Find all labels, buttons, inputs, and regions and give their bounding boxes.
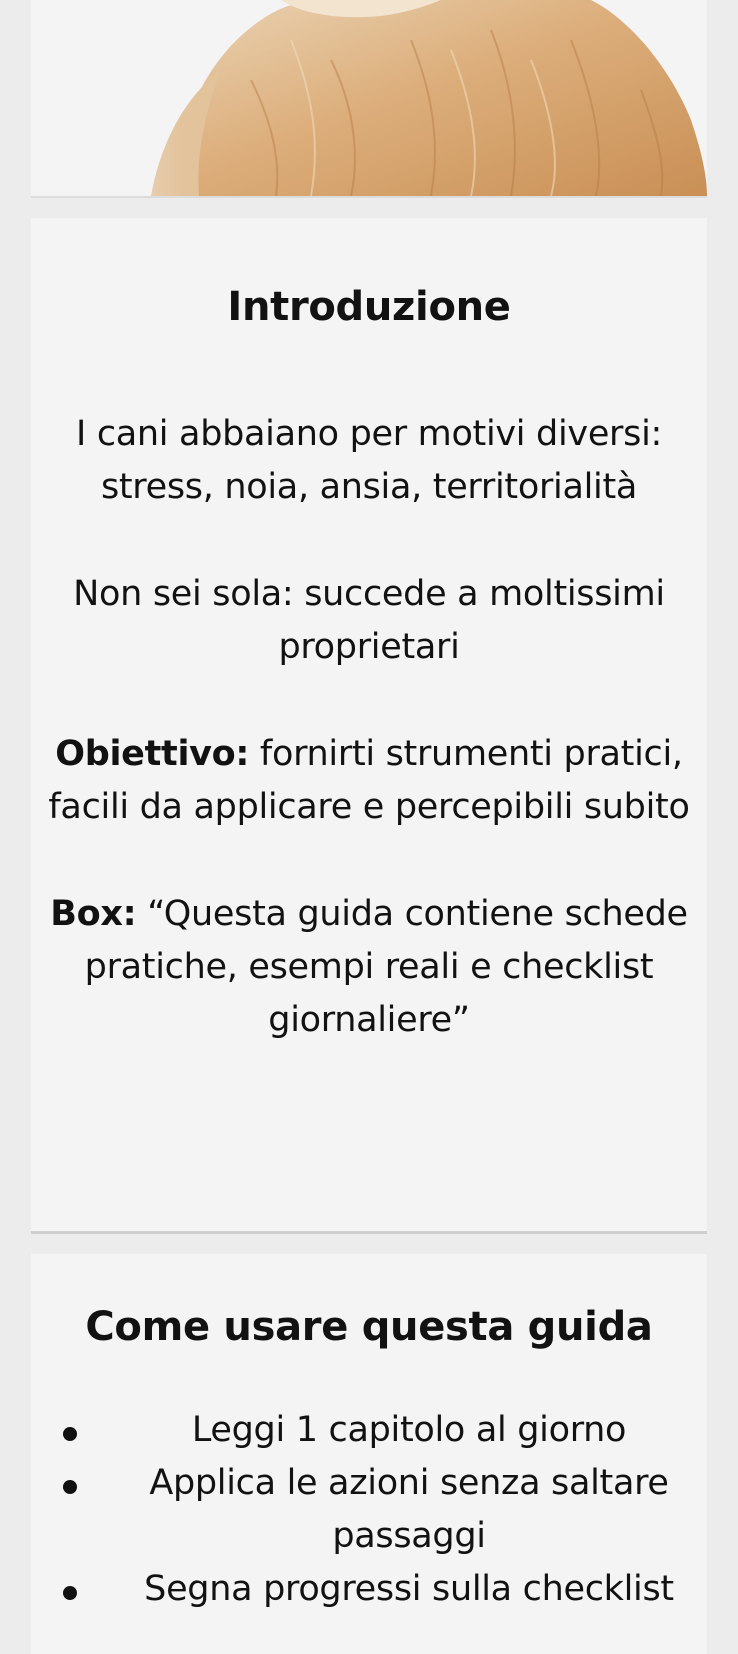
list-item: [31, 1404, 707, 1457]
box-text: “Questa guida contiene schede pratiche, esempi reali e checklist giornaliere”: [84, 894, 688, 1040]
bullet-icon: [63, 1480, 77, 1494]
objective-label: Obiettivo:: [55, 734, 250, 774]
bullet-icon: [63, 1586, 77, 1600]
box-label: Box:: [50, 894, 137, 934]
guide-steps-list: [31, 1404, 707, 1616]
intro-card: [31, 218, 707, 1234]
intro-box: [31, 888, 707, 1047]
step-text: Segna progressi sulla checklist: [144, 1569, 674, 1609]
intro-objective: [31, 728, 707, 834]
list-item: [31, 1457, 707, 1563]
intro-paragraph-2: Non sei sola: succede a moltissimi proprietari: [73, 574, 665, 667]
intro-paragraph-1: I cani abbaiano per motivi diversi: stress, noia, ansia, territorialità: [75, 414, 662, 507]
bullet-icon: [63, 1427, 77, 1441]
guide-card: [31, 1254, 707, 1654]
dog-photo: [31, 0, 707, 196]
intro-title: Introduzione: [227, 284, 511, 330]
guide-title: Come usare questa guida: [85, 1304, 653, 1350]
step-text: Applica le azioni senza saltare passaggi: [149, 1463, 669, 1556]
hero-image: [31, 0, 707, 198]
objective-text: fornirti strumenti pratici, facili da applicare e percepibili subito: [48, 734, 690, 827]
list-item: [31, 1563, 707, 1616]
step-text: Leggi 1 capitolo al giorno: [191, 1410, 627, 1450]
